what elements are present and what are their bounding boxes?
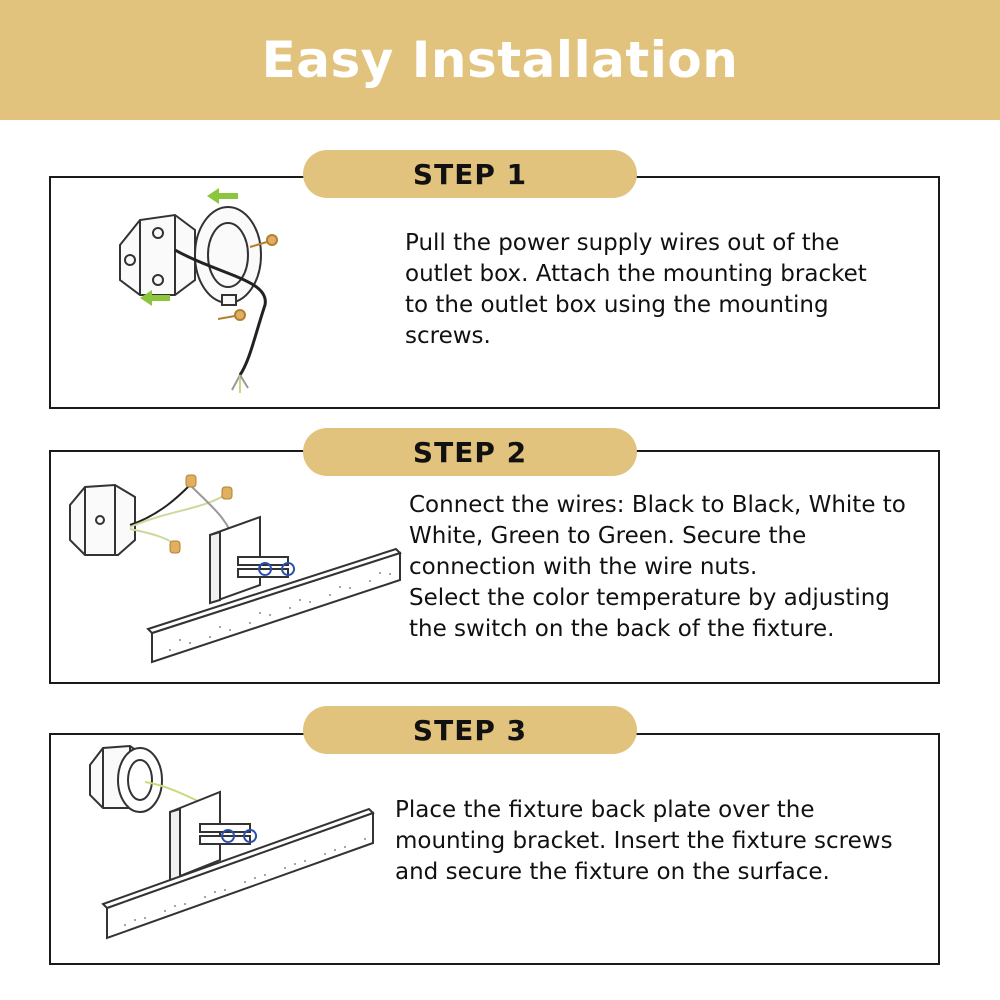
step-1-badge: STEP 1 [303,150,637,198]
wire-connection-illustration [60,465,405,677]
step-2-badge: STEP 2 [303,428,637,476]
outlet-box-icon [70,485,135,555]
page-title: Easy Installation [261,31,739,89]
step-3-text: Place the fixture back plate over the mounting bracket. Insert the fixture screws and secure the fixture on the surface. [395,797,893,885]
fixture-mounting-illustration [85,740,385,960]
step-2-text: Connect the wires: Black to Black, White to White, Green to Green. Secure the connection with the wire nuts. Select the color temperature by adjusting the switch on the back of the fixture. [409,492,906,642]
mounting-bracket-icon [195,207,261,305]
step-3-badge: STEP 3 [303,706,637,754]
step-1-text: Pull the power supply wires out of the outlet box. Attach the mounting bracket to the outlet box using the mounting screws. [405,230,867,349]
header-banner [0,0,1000,120]
mounting-bracket-icon [118,748,162,812]
outlet-box-bracket-illustration [100,185,300,400]
